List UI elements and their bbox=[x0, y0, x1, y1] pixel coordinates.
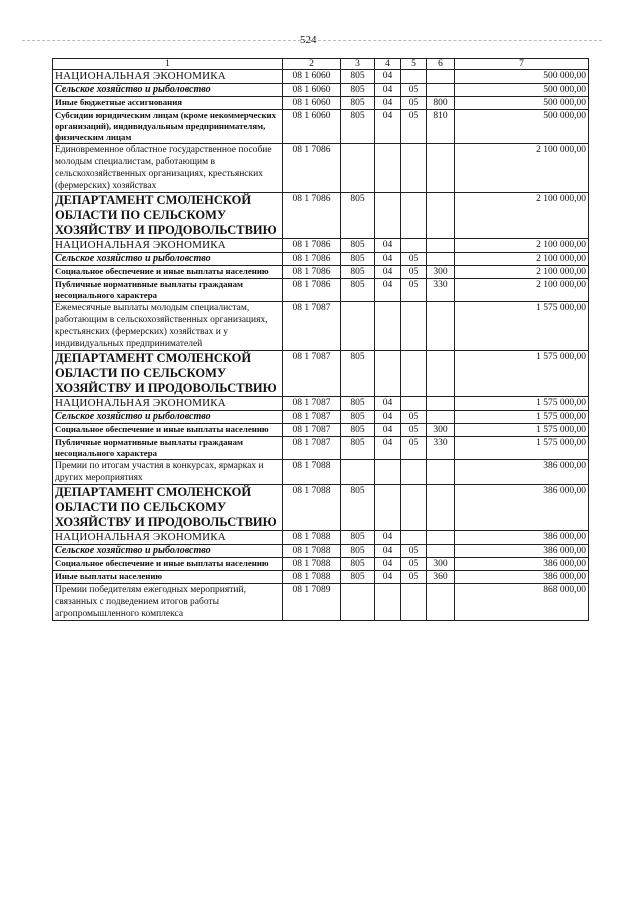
amount-cell: 2 100 000,00 bbox=[455, 266, 589, 279]
department-code-cell: 805 bbox=[341, 279, 375, 302]
amount-cell: 1 575 000,00 bbox=[455, 302, 589, 351]
amount-cell: 386 000,00 bbox=[455, 545, 589, 558]
target-article-cell: 08 1 7087 bbox=[283, 424, 341, 437]
table-row bbox=[53, 411, 589, 424]
expense-type-cell: 800 bbox=[427, 97, 455, 110]
row-name-cell: Социальное обеспечение и иные выплаты населению bbox=[53, 558, 283, 571]
department-code-cell bbox=[341, 460, 375, 485]
department-code-cell: 805 bbox=[341, 485, 375, 531]
amount-cell: 2 100 000,00 bbox=[455, 144, 589, 193]
section-code-cell: 04 bbox=[375, 424, 401, 437]
expense-type-cell bbox=[427, 397, 455, 411]
subsection-code-cell: 05 bbox=[401, 424, 427, 437]
target-article-cell: 08 1 6060 bbox=[283, 110, 341, 144]
section-code-cell: 04 bbox=[375, 571, 401, 584]
target-article-cell: 08 1 7086 bbox=[283, 144, 341, 193]
amount-cell: 1 575 000,00 bbox=[455, 437, 589, 460]
section-code-cell: 04 bbox=[375, 437, 401, 460]
table-row bbox=[53, 571, 589, 584]
subsection-code-cell bbox=[401, 351, 427, 397]
table-row bbox=[53, 424, 589, 437]
row-name-cell: Публичные нормативные выплаты гражданам несоциального характера bbox=[53, 279, 283, 302]
budget-table bbox=[52, 58, 589, 621]
department-code-cell: 805 bbox=[341, 545, 375, 558]
row-name-cell: ДЕПАРТАМЕНТ СМОЛЕНСКОЙ ОБЛАСТИ ПО СЕЛЬСКОМУ ХОЗЯЙСТВУ И ПРОДОВОЛЬСТВИЮ bbox=[53, 193, 283, 239]
header-cell: 1 bbox=[53, 59, 283, 70]
expense-type-cell bbox=[427, 239, 455, 253]
table-row bbox=[53, 84, 589, 97]
row-name-cell: Субсидии юридическим лицам (кроме некоммерческих организаций), индивидуальным предпринимателям, физическим лицам bbox=[53, 110, 283, 144]
target-article-cell: 08 1 7086 bbox=[283, 239, 341, 253]
section-code-cell bbox=[375, 460, 401, 485]
target-article-cell: 08 1 7087 bbox=[283, 302, 341, 351]
subsection-code-cell: 05 bbox=[401, 110, 427, 144]
amount-cell: 1 575 000,00 bbox=[455, 397, 589, 411]
table-row bbox=[53, 302, 589, 351]
department-code-cell: 805 bbox=[341, 266, 375, 279]
section-code-cell bbox=[375, 144, 401, 193]
row-name-cell: Иные бюджетные ассигнования bbox=[53, 97, 283, 110]
amount-cell: 1 575 000,00 bbox=[455, 424, 589, 437]
table-row bbox=[53, 437, 589, 460]
subsection-code-cell bbox=[401, 460, 427, 485]
subsection-code-cell bbox=[401, 193, 427, 239]
row-name-cell: НАЦИОНАЛЬНАЯ ЭКОНОМИКА bbox=[53, 397, 283, 411]
expense-type-cell: 300 bbox=[427, 424, 455, 437]
expense-type-cell bbox=[427, 302, 455, 351]
amount-cell: 500 000,00 bbox=[455, 110, 589, 144]
target-article-cell: 08 1 7086 bbox=[283, 279, 341, 302]
department-code-cell: 805 bbox=[341, 531, 375, 545]
table-row bbox=[53, 460, 589, 485]
section-code-cell: 04 bbox=[375, 97, 401, 110]
amount-cell: 1 575 000,00 bbox=[455, 351, 589, 397]
subsection-code-cell: 05 bbox=[401, 97, 427, 110]
section-code-cell: 04 bbox=[375, 558, 401, 571]
table-row bbox=[53, 253, 589, 266]
section-code-cell: 04 bbox=[375, 411, 401, 424]
table-row bbox=[53, 97, 589, 110]
row-name-cell: ДЕПАРТАМЕНТ СМОЛЕНСКОЙ ОБЛАСТИ ПО СЕЛЬСКОМУ ХОЗЯЙСТВУ И ПРОДОВОЛЬСТВИЮ bbox=[53, 485, 283, 531]
target-article-cell: 08 1 7088 bbox=[283, 531, 341, 545]
row-name-cell: НАЦИОНАЛЬНАЯ ЭКОНОМИКА bbox=[53, 70, 283, 84]
section-code-cell bbox=[375, 302, 401, 351]
target-article-cell: 08 1 7087 bbox=[283, 351, 341, 397]
department-code-cell: 805 bbox=[341, 70, 375, 84]
target-article-cell: 08 1 7089 bbox=[283, 584, 341, 621]
department-code-cell bbox=[341, 302, 375, 351]
table-row bbox=[53, 485, 589, 531]
row-name-cell: Единовременное областное государственное пособие молодым специалистам, работающим в сельскохозяйственных организациях, крестьянских (фермерских) хозяйствах bbox=[53, 144, 283, 193]
department-code-cell bbox=[341, 584, 375, 621]
row-name-cell: НАЦИОНАЛЬНАЯ ЭКОНОМИКА bbox=[53, 531, 283, 545]
section-code-cell bbox=[375, 485, 401, 531]
target-article-cell: 08 1 7088 bbox=[283, 558, 341, 571]
table-row bbox=[53, 70, 589, 84]
row-name-cell: Социальное обеспечение и иные выплаты населению bbox=[53, 424, 283, 437]
amount-cell: 386 000,00 bbox=[455, 485, 589, 531]
expense-type-cell bbox=[427, 253, 455, 266]
expense-type-cell bbox=[427, 411, 455, 424]
row-name-cell: Ежемесячные выплаты молодым специалистам, работающим в сельскохозяйственных организациях, крестьянских (фермерских) хозяйствах и у индивидуальных предпринимателей bbox=[53, 302, 283, 351]
expense-type-cell: 300 bbox=[427, 558, 455, 571]
section-code-cell: 04 bbox=[375, 397, 401, 411]
department-code-cell: 805 bbox=[341, 437, 375, 460]
amount-cell: 500 000,00 bbox=[455, 70, 589, 84]
amount-cell: 386 000,00 bbox=[455, 460, 589, 485]
row-name-cell: Сельское хозяйство и рыболовство bbox=[53, 253, 283, 266]
amount-cell: 868 000,00 bbox=[455, 584, 589, 621]
subsection-code-cell: 05 bbox=[401, 411, 427, 424]
table-row bbox=[53, 193, 589, 239]
section-code-cell: 04 bbox=[375, 253, 401, 266]
table-row bbox=[53, 397, 589, 411]
amount-cell: 386 000,00 bbox=[455, 531, 589, 545]
subsection-code-cell: 05 bbox=[401, 558, 427, 571]
target-article-cell: 08 1 6060 bbox=[283, 97, 341, 110]
table-row bbox=[53, 266, 589, 279]
table-body bbox=[53, 70, 589, 621]
header-cell: 7 bbox=[455, 59, 589, 70]
table-row bbox=[53, 584, 589, 621]
section-code-cell bbox=[375, 584, 401, 621]
expense-type-cell bbox=[427, 70, 455, 84]
department-code-cell: 805 bbox=[341, 110, 375, 144]
section-code-cell bbox=[375, 193, 401, 239]
table-row bbox=[53, 144, 589, 193]
expense-type-cell: 330 bbox=[427, 437, 455, 460]
amount-cell: 500 000,00 bbox=[455, 97, 589, 110]
table-row bbox=[53, 279, 589, 302]
subsection-code-cell: 05 bbox=[401, 84, 427, 97]
target-article-cell: 08 1 7088 bbox=[283, 460, 341, 485]
subsection-code-cell: 05 bbox=[401, 253, 427, 266]
row-name-cell: Иные выплаты населению bbox=[53, 571, 283, 584]
amount-cell: 386 000,00 bbox=[455, 558, 589, 571]
subsection-code-cell bbox=[401, 485, 427, 531]
section-code-cell: 04 bbox=[375, 266, 401, 279]
expense-type-cell bbox=[427, 545, 455, 558]
department-code-cell: 805 bbox=[341, 571, 375, 584]
target-article-cell: 08 1 6060 bbox=[283, 70, 341, 84]
row-name-cell: НАЦИОНАЛЬНАЯ ЭКОНОМИКА bbox=[53, 239, 283, 253]
expense-type-cell bbox=[427, 84, 455, 97]
target-article-cell: 08 1 7087 bbox=[283, 397, 341, 411]
target-article-cell: 08 1 7087 bbox=[283, 437, 341, 460]
amount-cell: 2 100 000,00 bbox=[455, 239, 589, 253]
department-code-cell bbox=[341, 144, 375, 193]
amount-cell: 2 100 000,00 bbox=[455, 253, 589, 266]
section-code-cell: 04 bbox=[375, 70, 401, 84]
expense-type-cell: 360 bbox=[427, 571, 455, 584]
target-article-cell: 08 1 7087 bbox=[283, 411, 341, 424]
row-name-cell: Сельское хозяйство и рыболовство bbox=[53, 84, 283, 97]
section-code-cell: 04 bbox=[375, 110, 401, 144]
subsection-code-cell bbox=[401, 584, 427, 621]
amount-cell: 2 100 000,00 bbox=[455, 279, 589, 302]
expense-type-cell: 810 bbox=[427, 110, 455, 144]
subsection-code-cell bbox=[401, 302, 427, 351]
section-code-cell: 04 bbox=[375, 531, 401, 545]
header-cell: 2 bbox=[283, 59, 341, 70]
subsection-code-cell: 05 bbox=[401, 545, 427, 558]
row-name-cell: ДЕПАРТАМЕНТ СМОЛЕНСКОЙ ОБЛАСТИ ПО СЕЛЬСКОМУ ХОЗЯЙСТВУ И ПРОДОВОЛЬСТВИЮ bbox=[53, 351, 283, 397]
amount-cell: 1 575 000,00 bbox=[455, 411, 589, 424]
header-cell: 5 bbox=[401, 59, 427, 70]
row-name-cell: Премии по итогам участия в конкурсах, ярмарках и других мероприятиях bbox=[53, 460, 283, 485]
expense-type-cell bbox=[427, 193, 455, 239]
target-article-cell: 08 1 7088 bbox=[283, 571, 341, 584]
header-rule bbox=[22, 40, 602, 41]
subsection-code-cell: 05 bbox=[401, 266, 427, 279]
header-cell: 6 bbox=[427, 59, 455, 70]
department-code-cell: 805 bbox=[341, 558, 375, 571]
expense-type-cell bbox=[427, 531, 455, 545]
subsection-code-cell: 05 bbox=[401, 437, 427, 460]
row-name-cell: Социальное обеспечение и иные выплаты населению bbox=[53, 266, 283, 279]
amount-cell: 500 000,00 bbox=[455, 84, 589, 97]
subsection-code-cell: 05 bbox=[401, 279, 427, 302]
table-row bbox=[53, 545, 589, 558]
department-code-cell: 805 bbox=[341, 253, 375, 266]
table-row bbox=[53, 531, 589, 545]
department-code-cell: 805 bbox=[341, 411, 375, 424]
section-code-cell: 04 bbox=[375, 545, 401, 558]
row-name-cell: Сельское хозяйство и рыболовство bbox=[53, 411, 283, 424]
target-article-cell: 08 1 7088 bbox=[283, 545, 341, 558]
subsection-code-cell bbox=[401, 531, 427, 545]
department-code-cell: 805 bbox=[341, 84, 375, 97]
header-cell: 4 bbox=[375, 59, 401, 70]
subsection-code-cell bbox=[401, 239, 427, 253]
table-row bbox=[53, 558, 589, 571]
section-code-cell: 04 bbox=[375, 239, 401, 253]
target-article-cell: 08 1 7086 bbox=[283, 266, 341, 279]
subsection-code-cell bbox=[401, 144, 427, 193]
amount-cell: 386 000,00 bbox=[455, 571, 589, 584]
department-code-cell: 805 bbox=[341, 97, 375, 110]
department-code-cell: 805 bbox=[341, 239, 375, 253]
page-number: 524 bbox=[300, 34, 317, 46]
header-row bbox=[53, 59, 589, 70]
subsection-code-cell: 05 bbox=[401, 571, 427, 584]
target-article-cell: 08 1 7086 bbox=[283, 253, 341, 266]
target-article-cell: 08 1 7088 bbox=[283, 485, 341, 531]
table-row bbox=[53, 351, 589, 397]
header-cell: 3 bbox=[341, 59, 375, 70]
expense-type-cell bbox=[427, 460, 455, 485]
expense-type-cell: 300 bbox=[427, 266, 455, 279]
department-code-cell: 805 bbox=[341, 424, 375, 437]
amount-cell: 2 100 000,00 bbox=[455, 193, 589, 239]
expense-type-cell: 330 bbox=[427, 279, 455, 302]
expense-type-cell bbox=[427, 485, 455, 531]
expense-type-cell bbox=[427, 351, 455, 397]
table-row bbox=[53, 110, 589, 144]
expense-type-cell bbox=[427, 144, 455, 193]
department-code-cell: 805 bbox=[341, 351, 375, 397]
section-code-cell bbox=[375, 351, 401, 397]
expense-type-cell bbox=[427, 584, 455, 621]
subsection-code-cell bbox=[401, 70, 427, 84]
row-name-cell: Сельское хозяйство и рыболовство bbox=[53, 545, 283, 558]
table-row bbox=[53, 239, 589, 253]
row-name-cell: Публичные нормативные выплаты гражданам несоциального характера bbox=[53, 437, 283, 460]
subsection-code-cell bbox=[401, 397, 427, 411]
department-code-cell: 805 bbox=[341, 193, 375, 239]
department-code-cell: 805 bbox=[341, 397, 375, 411]
section-code-cell: 04 bbox=[375, 279, 401, 302]
row-name-cell: Премии победителям ежегодных мероприятий, связанных с подведением итогов работы агропромышленного комплекса bbox=[53, 584, 283, 621]
target-article-cell: 08 1 7086 bbox=[283, 193, 341, 239]
section-code-cell: 04 bbox=[375, 84, 401, 97]
target-article-cell: 08 1 6060 bbox=[283, 84, 341, 97]
